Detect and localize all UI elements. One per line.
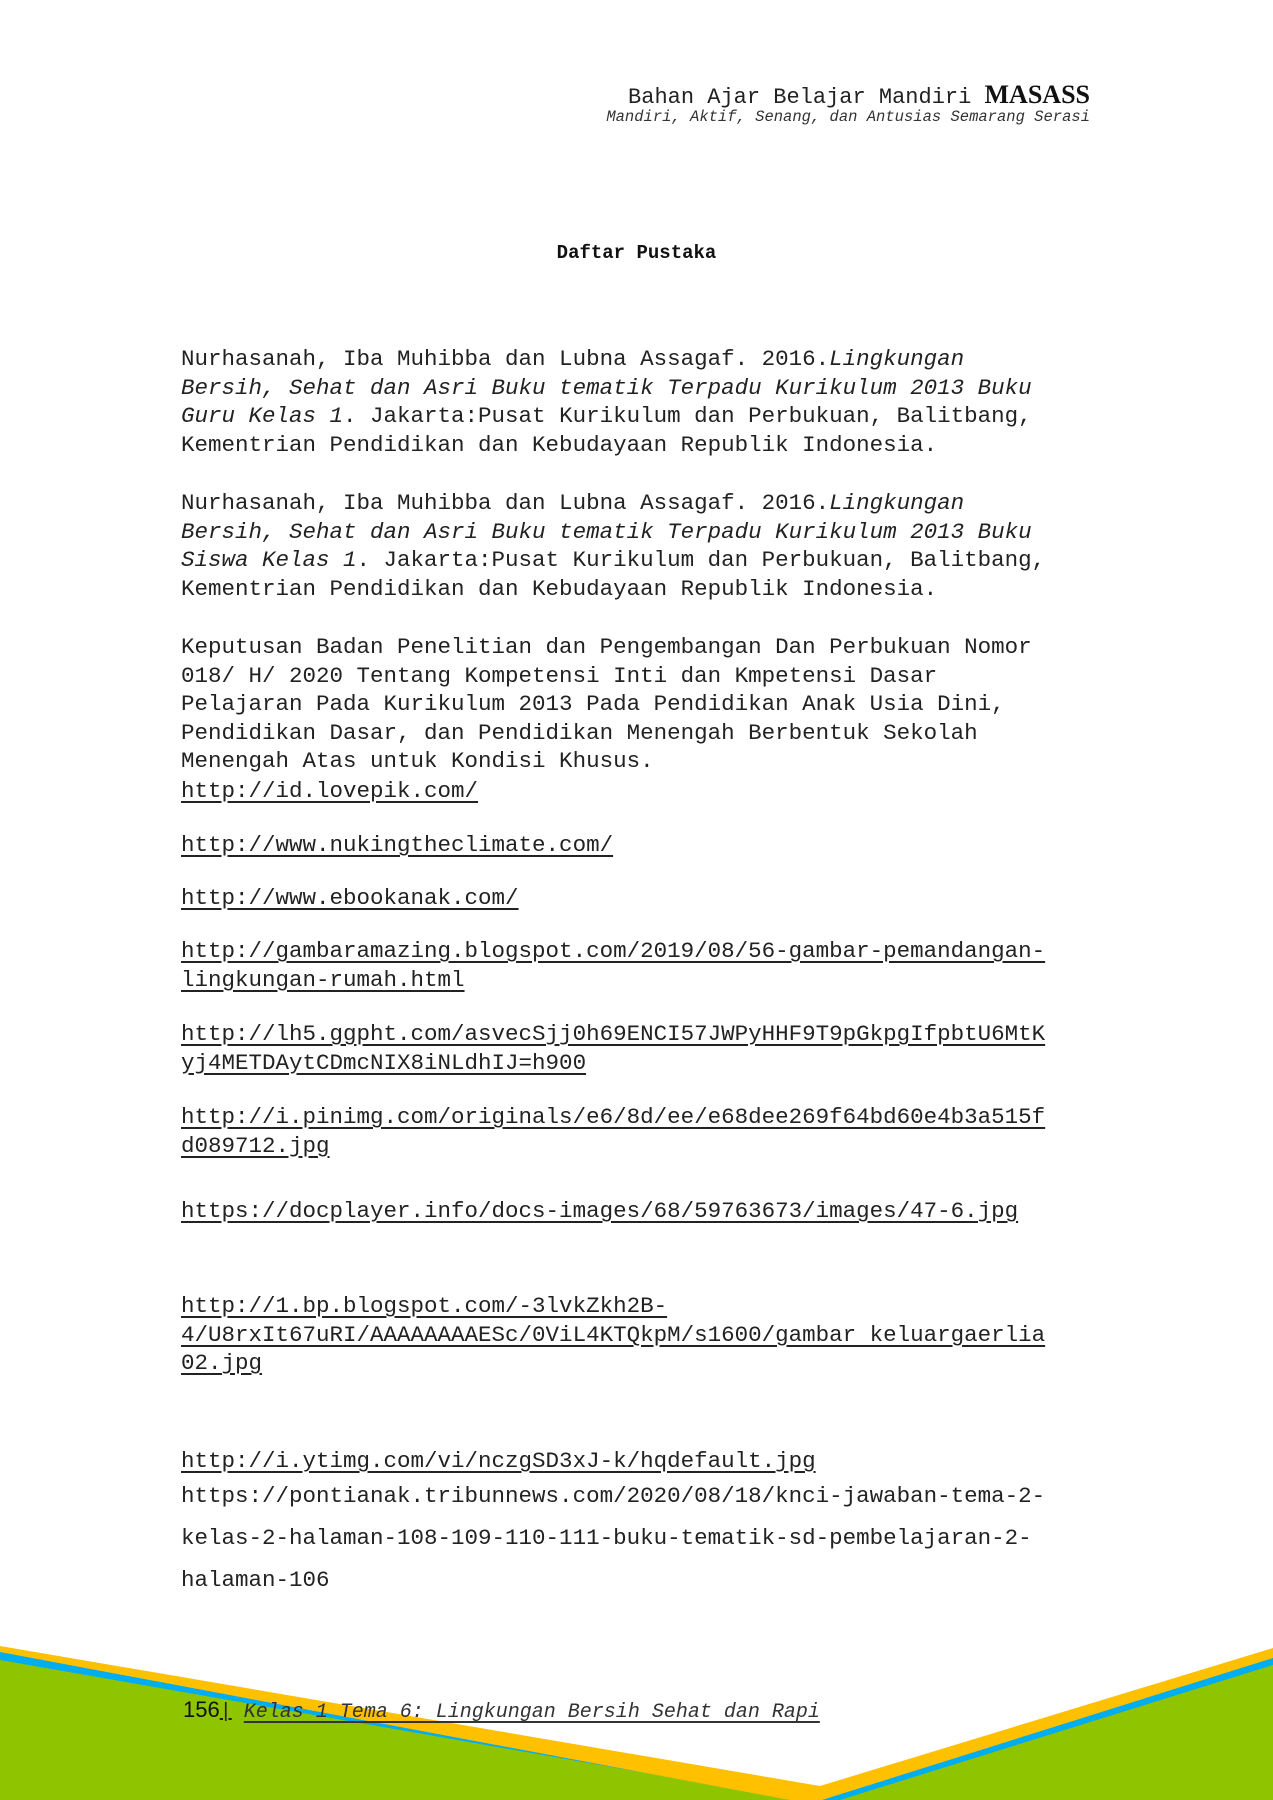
reference-line xyxy=(181,1020,1045,1049)
reference-line xyxy=(181,575,1045,604)
reference-line xyxy=(181,345,1032,374)
reference-line xyxy=(181,546,1045,575)
reference-text[interactable]: http://lh5.ggpht.com/asvecSjj0h69ENCI57JWPyHHF9T9pGkpgIfpbtU6MtK xyxy=(181,1021,1046,1047)
footer-separator: | xyxy=(219,1701,232,1724)
reference-line xyxy=(181,937,1045,966)
reference-text: kelas-2-halaman-108-109-110-111-buku-tematik-sd-pembelajaran-2- xyxy=(181,1525,1032,1551)
reference-line xyxy=(181,1475,1045,1517)
reference-line xyxy=(181,1132,1045,1161)
reference-line xyxy=(181,1197,1018,1226)
reference-line xyxy=(181,690,1032,719)
reference-text[interactable]: http://i.pinimg.com/originals/e6/8d/ee/e68dee269f64bd60e4b3a515f xyxy=(181,1104,1046,1130)
reference-text[interactable]: http://i.ytimg.com/vi/nczgSD3xJ-k/hqdefault.jpg xyxy=(181,1448,816,1474)
reference-text: Kementrian Pendidikan dan Kebudayaan Republik Indonesia. xyxy=(181,431,938,458)
reference-line xyxy=(181,1321,1045,1350)
reference-line xyxy=(181,1103,1045,1132)
reference-line xyxy=(181,747,1032,776)
page-number: 156 xyxy=(183,1697,220,1722)
reference-text: Nurhasanah, Iba Muhibba dan Lubna Assagaf. 2016. xyxy=(181,346,830,372)
reference-text[interactable]: 4/U8rxIt67uRI/AAAAAAAAESc/0ViL4KTQkpM/s1600/gambar keluargaerlia xyxy=(181,1321,1046,1348)
reference-text[interactable]: http://id.lovepik.com/ xyxy=(181,778,479,804)
reference-link[interactable] xyxy=(181,1447,816,1476)
reference-title-text: Lingkungan xyxy=(829,346,965,372)
reference-text[interactable]: 02.jpg xyxy=(181,1350,263,1376)
reference-text: 018/ H/ 2020 Tentang Kompetensi Inti dan Kmpetensi Dasar xyxy=(181,662,938,689)
reference-link[interactable] xyxy=(181,831,613,860)
reference-text[interactable]: http://gambaramazing.blogspot.com/2019/08/56-gambar-pemandangan- xyxy=(181,938,1046,964)
reference-link[interactable] xyxy=(181,1197,1018,1226)
page-footer xyxy=(183,1697,820,1724)
reference-link[interactable] xyxy=(181,1020,1045,1077)
reference-text: Pendidikan Dasar, dan Pendidikan Menengah Berbentuk Sekolah xyxy=(181,719,978,746)
reference-text[interactable]: yj4METDAytCDmcNIX8iNLdhIJ=h900 xyxy=(181,1049,587,1076)
reference-link[interactable] xyxy=(181,884,519,913)
reference-line xyxy=(181,431,1032,460)
reference-text: . Jakarta:Pusat Kurikulum dan Perbukuan, Balitbang, xyxy=(356,547,1046,573)
reference-title-text: Guru Kelas 1 xyxy=(181,403,344,429)
reference-text[interactable]: http://1.bp.blogspot.com/-3lvkZkh2B- xyxy=(181,1293,668,1319)
reference-line xyxy=(181,489,1045,518)
reference-text: Menengah Atas untuk Kondisi Khusus. xyxy=(181,748,654,774)
reference-title-text: Bersih, Sehat dan Asri Buku tematik Terpadu Kurikulum 2013 Buku xyxy=(181,374,1032,401)
reference-title-text: Lingkungan xyxy=(829,490,965,516)
reference-line xyxy=(181,1292,1045,1321)
reference-title-text: Siswa Kelas 1 xyxy=(181,547,357,573)
reference-line xyxy=(181,884,519,913)
reference-text: Nurhasanah, Iba Muhibba dan Lubna Assagaf. 2016. xyxy=(181,490,830,516)
reference-entry xyxy=(181,633,1032,776)
header-title-prefix: Bahan Ajar Belajar Mandiri xyxy=(628,85,972,110)
reference-line xyxy=(181,719,1032,748)
header-brand: MASASS xyxy=(984,80,1090,109)
reference-text: Keputusan Badan Penelitian dan Pengembangan Dan Perbukuan Nomor xyxy=(181,634,1032,660)
reference-text: Kementrian Pendidikan dan Kebudayaan Republik Indonesia. xyxy=(181,575,938,602)
reference-line xyxy=(181,402,1032,431)
reference-text[interactable]: lingkungan-rumah.html xyxy=(181,966,465,993)
reference-text[interactable]: http://www.ebookanak.com/ xyxy=(181,885,519,911)
reference-text[interactable]: http://www.nukingtheclimate.com/ xyxy=(181,832,614,858)
reference-line xyxy=(181,777,478,806)
reference-line xyxy=(181,1349,1045,1378)
page-title: Daftar Pustaka xyxy=(556,242,717,264)
header-title xyxy=(628,80,1090,110)
reference-line xyxy=(181,374,1032,403)
reference-link xyxy=(181,1475,1045,1601)
reference-entry xyxy=(181,489,1045,603)
reference-link[interactable] xyxy=(181,1292,1045,1378)
reference-link[interactable] xyxy=(181,1103,1045,1160)
reference-text[interactable]: d089712.jpg xyxy=(181,1132,330,1159)
footer-text: Kelas 1 Tema 6: Lingkungan Bersih Sehat dan Rapi xyxy=(243,1701,820,1724)
reference-line xyxy=(181,1447,816,1476)
reference-title-text: Bersih, Sehat dan Asri Buku tematik Terpadu Kurikulum 2013 Buku xyxy=(181,518,1032,545)
reference-line xyxy=(181,1559,1045,1601)
reference-entry xyxy=(181,345,1032,459)
reference-text: halaman-106 xyxy=(181,1567,330,1593)
reference-text: https://pontianak.tribunnews.com/2020/08/18/knci-jawaban-tema-2- xyxy=(181,1483,1046,1509)
reference-line xyxy=(181,966,1045,995)
reference-text: Pelajaran Pada Kurikulum 2013 Pada Pendidikan Anak Usia Dini, xyxy=(181,691,1005,717)
reference-line xyxy=(181,831,613,860)
reference-line xyxy=(181,518,1045,547)
header-subtitle: Mandiri, Aktif, Senang, dan Antusias Semarang Serasi xyxy=(606,108,1090,126)
reference-line xyxy=(181,662,1032,691)
reference-text: . Jakarta:Pusat Kurikulum dan Perbukuan, Balitbang, xyxy=(343,403,1032,429)
reference-line xyxy=(181,1517,1045,1559)
reference-link[interactable] xyxy=(181,937,1045,994)
reference-line xyxy=(181,633,1032,662)
reference-text[interactable]: https://docplayer.info/docs-images/68/59763673/images/47-6.jpg xyxy=(181,1198,1019,1224)
reference-line xyxy=(181,1049,1045,1078)
reference-link[interactable] xyxy=(181,777,478,806)
